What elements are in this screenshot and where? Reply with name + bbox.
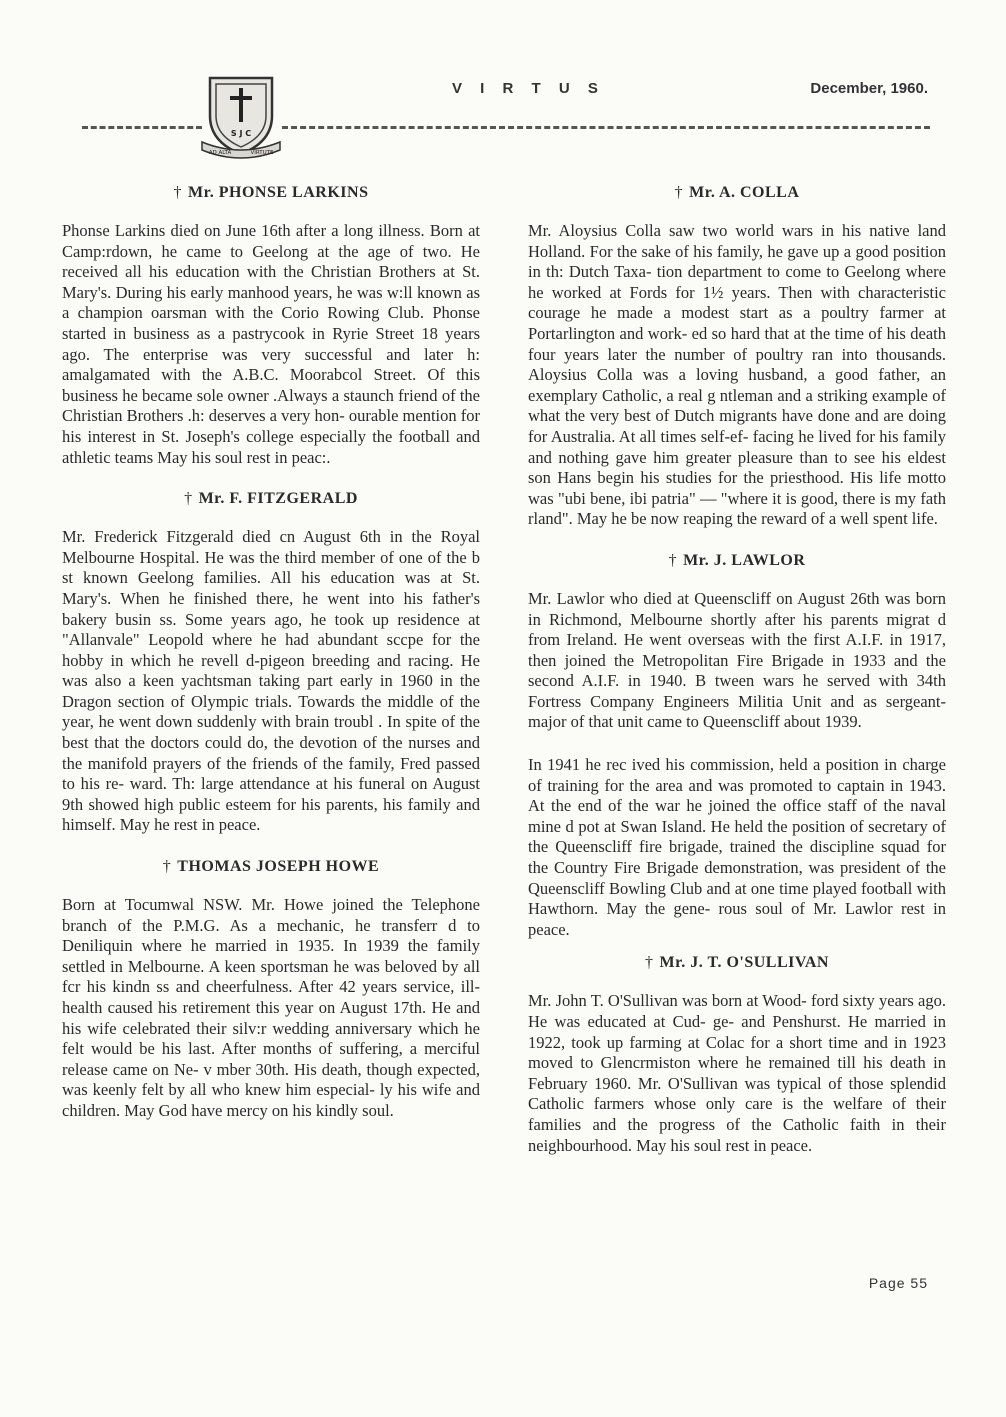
- heading-text: Mr. J. LAWLOR: [683, 551, 806, 569]
- obituary-text: Mr. Aloysius Colla saw two world wars in his native land Holland. For the sake of his family, he gave up a good position in th: Dutch Taxa- tion department to come to Geelong where he worked at Fords for 1½ years. Then with characteristic courage he made a modest start as a poultry farmer at Portarlington and work- ed so hard that at the time of his death four years later the number of poultry ran into thousands. Aloysius Colla was a loving husband, a good father, an exemplary Catholic, a real g ntleman and a striking example of what the very best of Dutch migrants have done and are doing for Australia. At all times self-ef- facing he lived for his family and nothing gave him greater pleasure than to see his eldest son Hans begin his studies for the priesthood. His life motto was "ubi bene, ibi patria" — "where it is good, there is my fath rland". May he be now reaping the reward of a well spent life.: [528, 221, 946, 529]
- obituary-heading-colla: [528, 184, 946, 202]
- obituary-text: Mr. Frederick Fitzgerald died cn August 6th in the Royal Melbourne Hospital. He was the third member of one of the b st known Geelong families. All his education was at St. Mary's. When he finished there, he went into his father's bakery busin ss. Some years ago, he took up residence at "Allanvale" Leopold where he had abundant sccpe for the hobby in which he revell d-pigeon breeding and racing. He was also a keen yachtsman taking part early in 1960 in the Dragon section of Olympic trials. Towards the middle of the year, he went down suddenly with brain troubl . In spite of the best that the doctors could do, the devotion of the nurses and the manifold prayers of the friends of the family, Fred passed to his re- ward. Th: large attendance at his funeral on August 9th showed high public esteem for his parents, his family and himself. May he rest in peace.: [62, 527, 480, 835]
- obituary-text: In 1941 he rec ived his commission, held a position in charge of training for the area and was promoted to captain in 1943. At the end of the war he joined the office staff of the naval mine d pot at Swan Island. He held the position of secretary of the Queenscliff fire brigade, trained the discipline squad for the Country Fire Brigade demonstration, was president of the Queenscliff Bowling Club and at one time played football with Hawthorn. May the gene- rous soul of Mr. Lawlor rest in peace.: [528, 755, 946, 939]
- issue-date: December, 1960.: [810, 80, 928, 97]
- magazine-title: V I R T U S: [452, 80, 605, 97]
- obituary-text: Mr. John T. O'Sullivan was born at Wood- ford sixty years ago. He was educated at Cud- ge- and Penshurst. He married in 1922, took up farming at Colac for a short time and in 1923 moved to Glencrmiston where he remained till his death in February 1960. Mr. O'Sullivan was typical of those splendid Catholic farmers whose only care is the welfare of their families and the progress of the Catholic faith in their neighbourhood. May his soul rest in peace.: [528, 991, 946, 1155]
- page-number: Page 55: [868, 1275, 928, 1291]
- obituary-text: Phonse Larkins died on June 16th after a long illness. Born at Camp:rdown, he came to Geelong at the age of two. He received all his education with the Christian Brothers at St. Mary's. During his early manhood years, he was w:ll known as a champion oarsman with the Corio Rowing Club. Phonse started in business as a pastrycook in Ryrie Street 18 years ago. The enterprise was very successful and later h: amalgamated with the A.B.C. Moorabcol Street. Of this business he became sole owner .Always a staunch friend of the Christian Brothers .h: deserves a very hon- ourable mention for his interest in St. Joseph's college especially the football and athletic teams May his soul rest in peac:.: [62, 221, 480, 467]
- heading-text: Mr. PHONSE LARKINS: [188, 184, 369, 201]
- cross-icon: †: [674, 184, 684, 201]
- cross-icon: †: [668, 551, 678, 569]
- cross-icon: †: [162, 858, 172, 876]
- header-rule-left: [82, 126, 202, 129]
- school-crest-icon: [198, 70, 284, 164]
- heading-text: Mr. J. T. O'SULLIVAN: [659, 954, 829, 972]
- obituary-heading-howe: [62, 858, 480, 876]
- crest-initials: S J C: [230, 129, 252, 138]
- heading-text: Mr. A. COLLA: [689, 184, 800, 201]
- obituary-heading-lawlor: [528, 552, 946, 570]
- cross-icon: †: [645, 954, 654, 972]
- obituary-heading-larkins: [62, 184, 480, 202]
- cross-icon: †: [173, 184, 183, 201]
- obituary-text: Mr. Lawlor who died at Queenscliff on August 26th was born in Richmond, Melbourne shortly after his parents migrat d from Ireland. He went overseas with the first A.I.F. in 1917, then joined the Metropolitan Fire Brigade in 1933 and the second A.I.F. in 1940. B tween wars he served with 34th Fortress Company Engineers Militia Unit and as sergeant-major of that unit came to Queenscliff about 1939.: [528, 588, 946, 732]
- header-rule-right: [282, 126, 930, 129]
- crest-motto-right: VIRTUTE: [250, 150, 274, 156]
- obituary-heading-osullivan: [528, 954, 946, 972]
- left-column: [62, 184, 480, 1144]
- obituary-text: Born at Tocumwal NSW. Mr. Howe joined the Telephone branch of the P.M.G. As a mechanic, he transferr d to Deniliquin where he married in 1935. In 1939 the family settled in Melbourne. A keen sportsman he was beloved by all fcr his kindn ss and cheerfulness. After 42 years service, ill-health caused his retirement this year on August 17th. He and his wife celebrated their silv:r wedding anniversary which he felt would be his last. After months of suffering, a merciful release came on Ne- v mber 30th. His death, though expected, was keenly felt by all who knew him especial- ly his wife and children. May God have mercy on his kindly soul.: [62, 895, 480, 1120]
- cross-icon: †: [184, 490, 193, 508]
- heading-text: THOMAS JOSEPH HOWE: [177, 858, 380, 876]
- heading-text: Mr. F. FITZGERALD: [198, 490, 358, 508]
- obituary-heading-fitzgerald: [62, 490, 480, 508]
- right-column: [528, 184, 946, 1178]
- crest-motto-left: AD ALTA: [208, 150, 232, 156]
